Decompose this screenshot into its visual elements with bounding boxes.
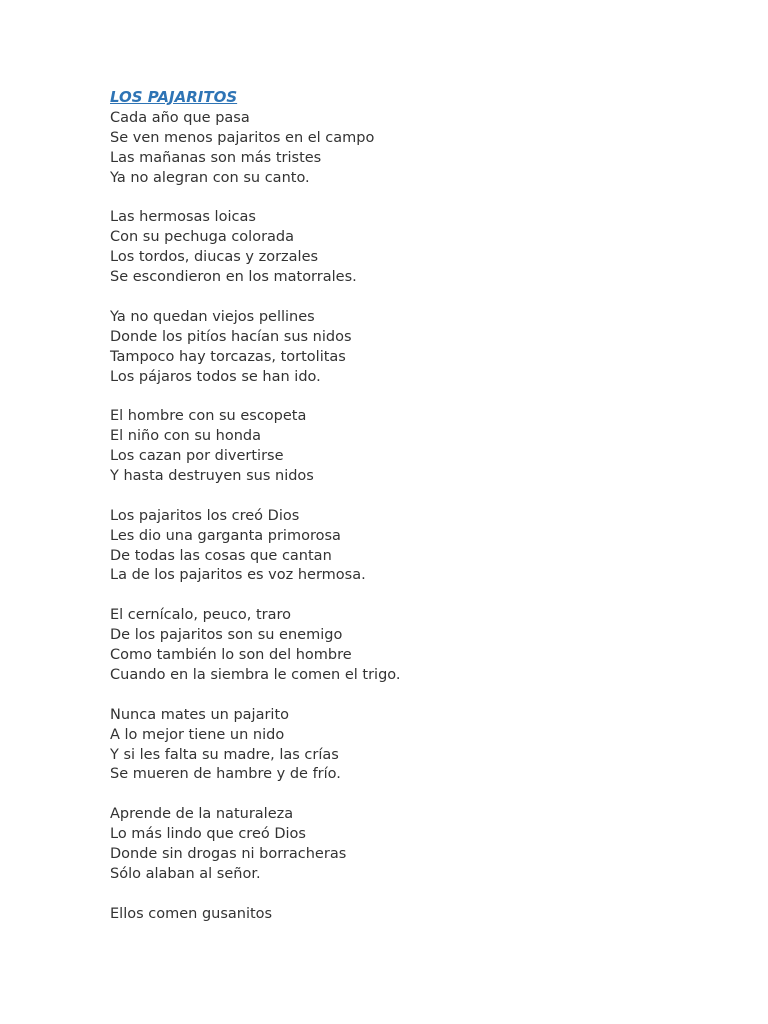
poem-line: De los pajaritos son su enemigo bbox=[110, 627, 343, 644]
stanza-4 bbox=[110, 407, 670, 487]
stanza-9 bbox=[110, 905, 670, 925]
poem-line: Los tordos, diucas y zorzales bbox=[110, 249, 319, 266]
poem-line: Las mañanas son más tristes bbox=[110, 149, 322, 166]
poem-line: Las hermosas loicas bbox=[110, 209, 256, 226]
poem-line: Aprende de la naturaleza bbox=[110, 806, 294, 823]
poem-title: LOS PAJARITOS bbox=[110, 88, 238, 106]
stanza-5 bbox=[110, 507, 670, 587]
poem-line: Se mueren de hambre y de frío. bbox=[110, 766, 341, 783]
poem-line: El cernícalo, peuco, traro bbox=[110, 607, 292, 624]
stanza-6 bbox=[110, 606, 670, 686]
poem bbox=[110, 86, 670, 944]
poem-line: Sólo alaban al señor. bbox=[110, 865, 261, 882]
stanza-8 bbox=[110, 805, 670, 885]
stanza-2 bbox=[110, 208, 670, 288]
poem-line: Los pajaritos los creó Dios bbox=[110, 507, 300, 524]
poem-line: Con su pechuga colorada bbox=[110, 229, 295, 246]
poem-line: Cuando en la siembra le comen el trigo. bbox=[110, 666, 401, 683]
poem-line: Y si les falta su madre, las crías bbox=[110, 746, 339, 763]
poem-line: Lo más lindo que creó Dios bbox=[110, 826, 306, 843]
poem-line: Cada año que pasa bbox=[110, 110, 250, 126]
poem-line: Ya no alegran con su canto. bbox=[110, 169, 310, 186]
poem-line: La de los pajaritos es voz hermosa. bbox=[110, 567, 366, 584]
poem-line: De todas las cosas que cantan bbox=[110, 547, 332, 564]
poem-line: El niño con su honda bbox=[110, 428, 262, 445]
poem-line: Como también lo son del hombre bbox=[110, 647, 352, 664]
poem-line: Los pájaros todos se han ido. bbox=[110, 368, 321, 385]
poem-line: El hombre con su escopeta bbox=[110, 408, 307, 425]
poem-line: Y hasta destruyen sus nidos bbox=[110, 468, 314, 485]
poem-line: Les dio una garganta primorosa bbox=[110, 527, 341, 544]
poem-line: Donde los pitíos hacían sus nidos bbox=[110, 328, 352, 345]
poem-line: A lo mejor tiene un nido bbox=[110, 726, 285, 743]
poem-line: Nunca mates un pajarito bbox=[110, 706, 290, 723]
stanza-1 bbox=[110, 109, 670, 189]
poem-line: Tampoco hay torcazas, tortolitas bbox=[110, 348, 346, 365]
stanza-7 bbox=[110, 706, 670, 786]
poem-line: Ellos comen gusanitos bbox=[110, 905, 273, 922]
poem-line: Se ven menos pajaritos en el campo bbox=[110, 129, 375, 146]
poem-line: Se escondieron en los matorrales. bbox=[110, 269, 357, 286]
stanza-3 bbox=[110, 308, 670, 388]
poem-line: Ya no quedan viejos pellines bbox=[110, 308, 315, 325]
poem-line: Los cazan por divertirse bbox=[110, 448, 284, 465]
poem-line: Donde sin drogas ni borracheras bbox=[110, 845, 347, 862]
